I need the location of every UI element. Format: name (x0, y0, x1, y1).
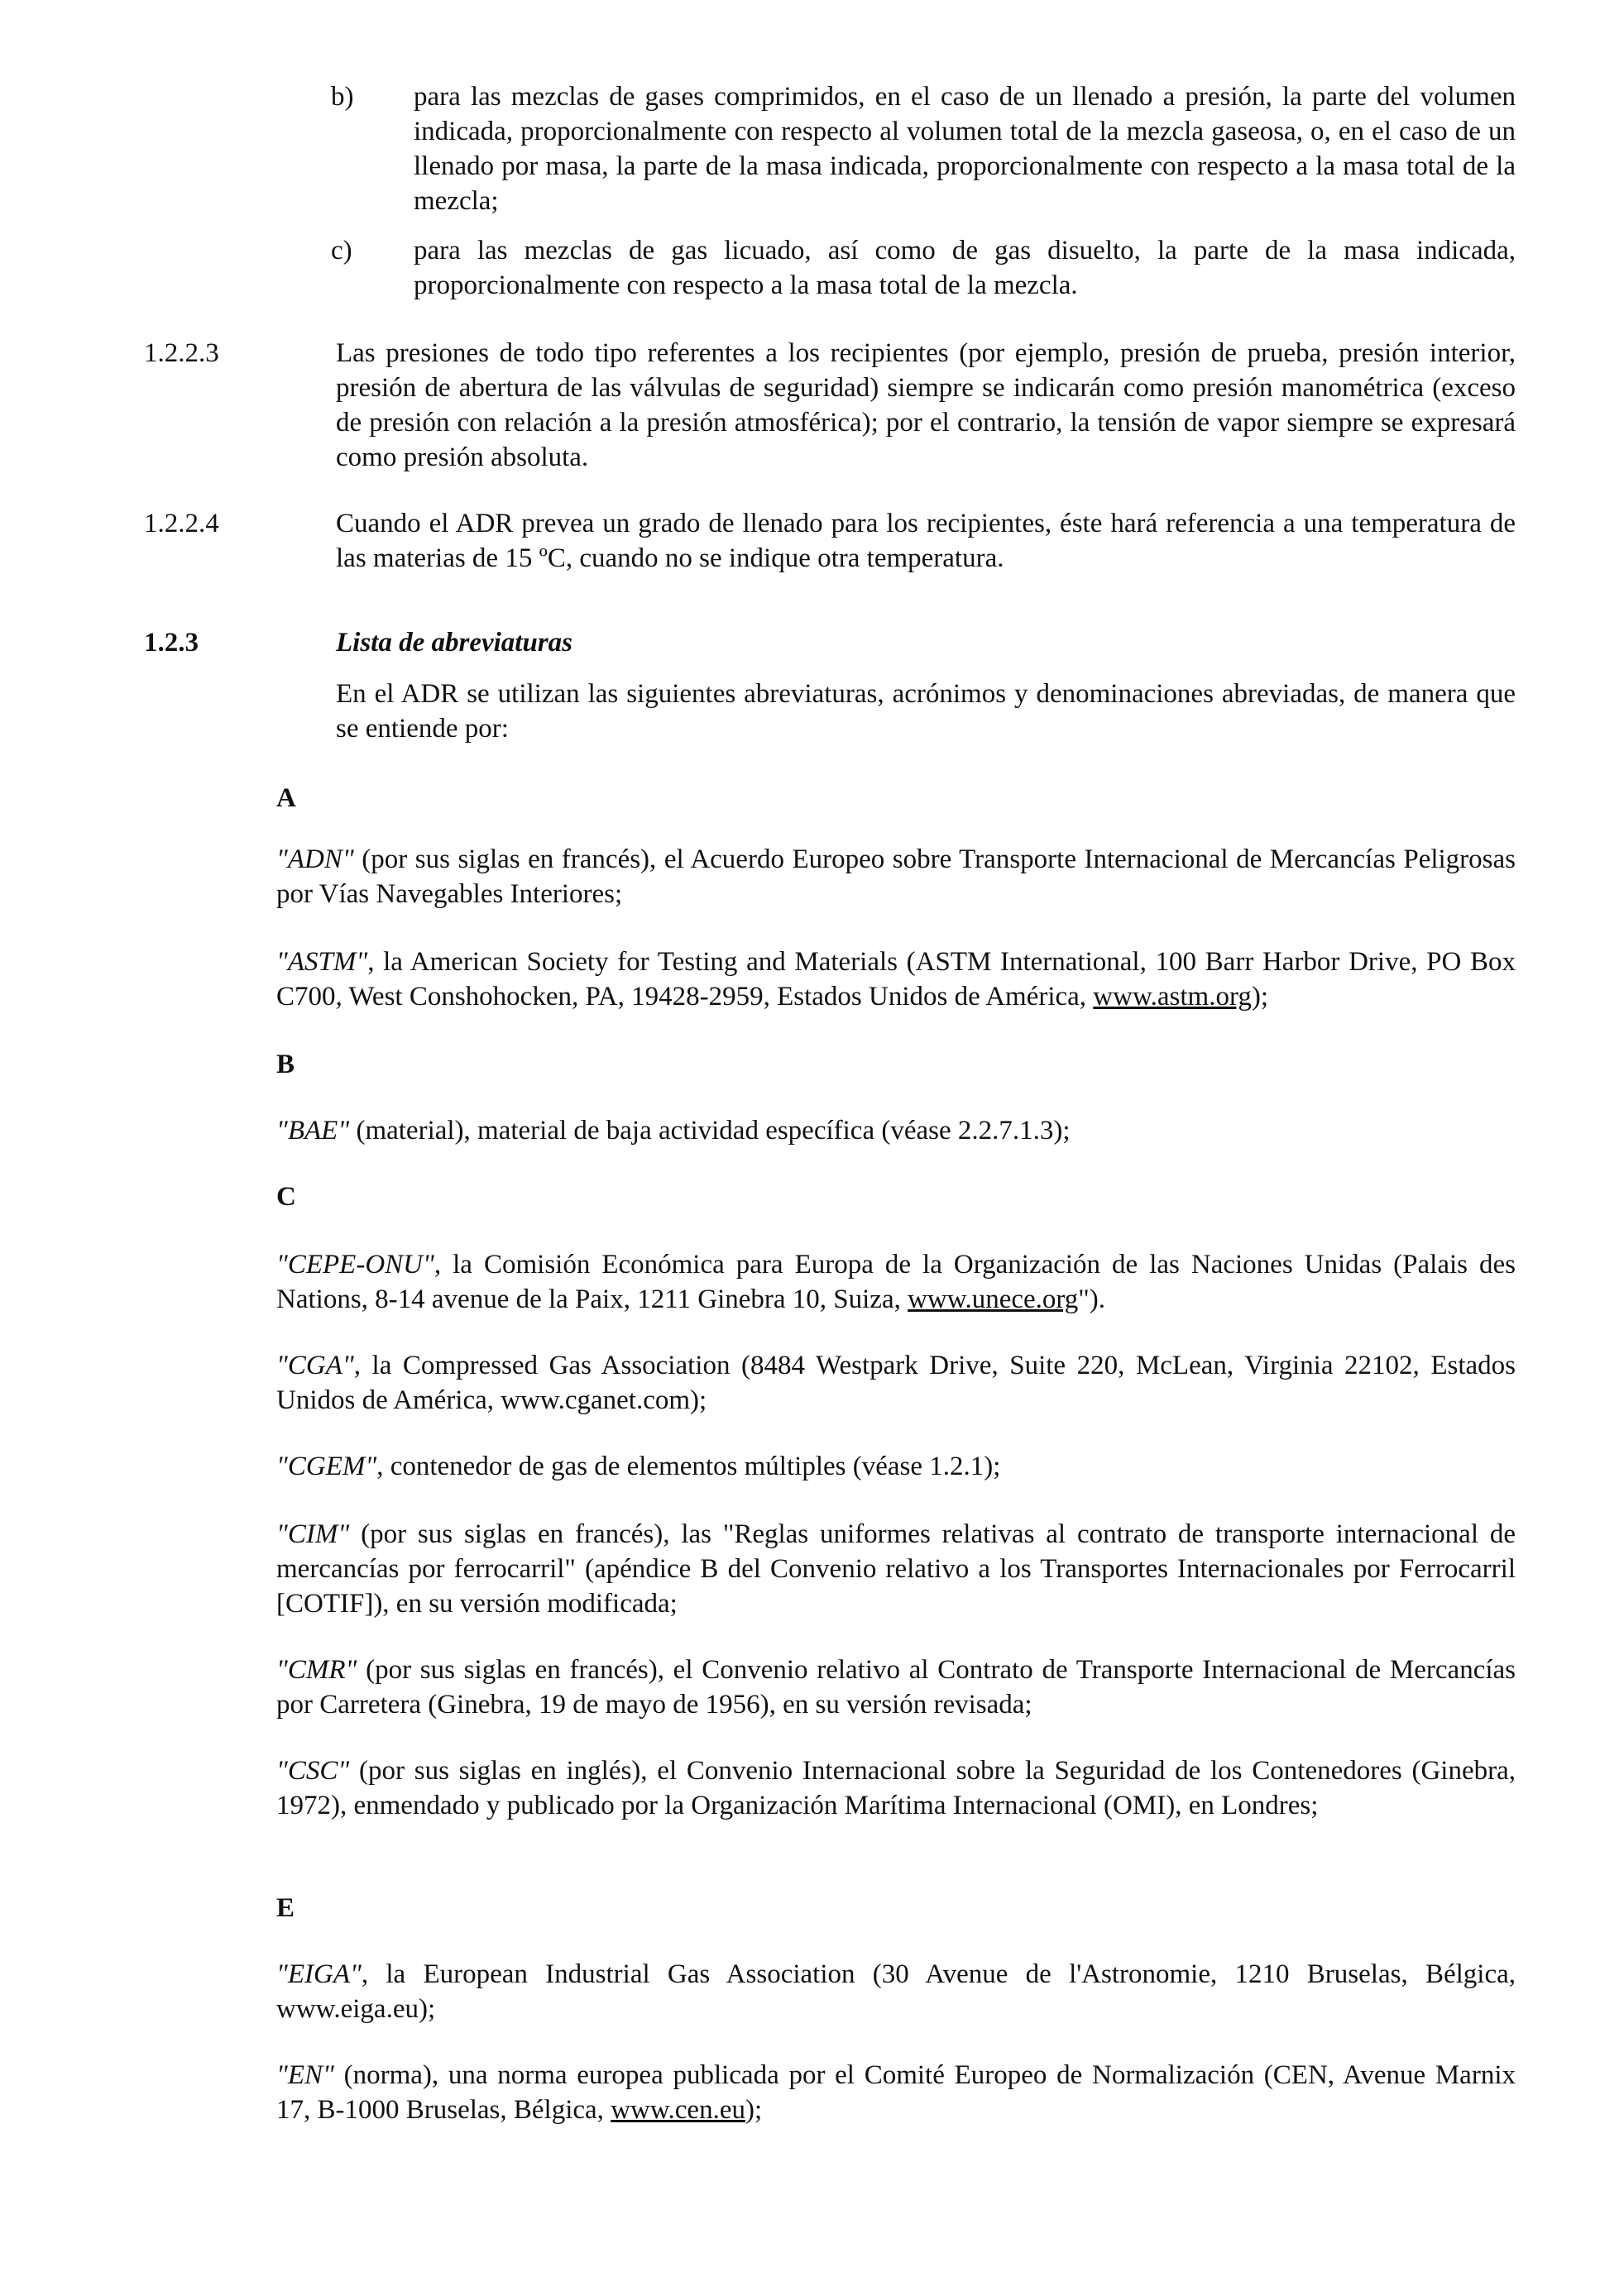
entry-definition: , la European Industrial Gas Association (30 Avenue de l'Astronomie, 1210 Bruselas, Bélgica, www.eiga.eu); (276, 1959, 1516, 2024)
list-marker: c) (331, 236, 352, 265)
clause-1-2-2-4 (144, 506, 1516, 576)
entry-eiga (276, 1957, 1516, 2026)
section-title: Lista de abreviaturas (336, 628, 572, 658)
entry-link[interactable]: www.unece.org (908, 1284, 1079, 1314)
entry-abbreviation: "CGEM" (276, 1452, 377, 1481)
section-intro: En el ADR se utilizan las siguientes abreviaturas, acrónimos y denominaciones abreviadas, de manera que se entiende por: (336, 679, 1516, 744)
entry-csc (276, 1753, 1516, 1823)
entry-definition: , contenedor de gas de elementos múltiples (véase 1.2.1); (376, 1452, 1001, 1481)
letter-heading-e: E (276, 1893, 295, 1923)
entry-definition: (por sus siglas en francés), las "Reglas uniformes relativas al contrato de transporte internacional de mercancías por ferrocarril" (apéndice B del Convenio relativo a los Transportes Internacionales por Ferrocarril [COTIF]), en su versión modificada; (276, 1519, 1516, 1619)
entry-definition: (por sus siglas en francés), el Convenio relativo al Contrato de Transporte Internacional de Mercancías por Carretera (Ginebra, 19 de mayo de 1956), en su versión revisada; (276, 1655, 1516, 1720)
entry-cim (276, 1517, 1516, 1621)
clause-1-2-2-3 (144, 336, 1516, 475)
clause-number: 1.2.2.3 (144, 338, 219, 368)
entry-bae (276, 1113, 1516, 1148)
entry-abbreviation: "EN" (276, 2060, 334, 2090)
entry-definition-end: ); (745, 2095, 763, 2125)
entry-abbreviation: "CMR" (276, 1655, 357, 1685)
entry-definition: (material), material de baja actividad específica (véase 2.2.7.1.3); (349, 1116, 1071, 1146)
letter-heading-c: C (276, 1182, 296, 1212)
entry-abbreviation: "CGA" (276, 1351, 354, 1380)
entry-link[interactable]: www.astm.org (1093, 982, 1252, 1012)
clause-number: 1.2.2.4 (144, 509, 219, 538)
entry-cmr (276, 1653, 1516, 1722)
entry-abbreviation: "ASTM" (276, 947, 368, 977)
entry-astm (276, 945, 1516, 1014)
list-item-b (331, 79, 1516, 218)
entry-en (276, 2058, 1516, 2127)
list-marker: b) (331, 82, 354, 112)
entry-cepe-onu (276, 1247, 1516, 1317)
entry-abbreviation: "BAE" (276, 1116, 350, 1146)
letter-heading-a: A (276, 783, 296, 813)
list-item-c (331, 233, 1516, 303)
list-item-text: para las mezclas de gas licuado, así como de gas disuelto, la parte de la masa indicada, proporcionalmente con respecto a la masa total de la mezcla. (414, 236, 1516, 300)
entry-definition-end: "). (1078, 1284, 1105, 1314)
entry-definition: , la American Society for Testing and Materials (ASTM International, 100 Barr Harbor Drive, PO Box C700, West Conshohocken, PA, 19428-2959, Estados Unidos de América, (276, 947, 1516, 1012)
entry-abbreviation: "CEPE-ONU" (276, 1250, 434, 1280)
entry-link[interactable]: www.cen.eu (611, 2095, 745, 2125)
section-number: 1.2.3 (144, 628, 199, 658)
entry-abbreviation: "CSC" (276, 1756, 350, 1786)
entry-definition: (norma), una norma europea publicada por el Comité Europeo de Normalización (CEN, Avenue Marnix 17, B-1000 Bruselas, Bélgica, (276, 2060, 1516, 2125)
entry-cga (276, 1348, 1516, 1418)
section-heading (144, 625, 1516, 660)
list-item-text: para las mezclas de gases comprimidos, en el caso de un llenado a presión, la parte del volumen indicada, proporcionalmente con respecto al volumen total de la mezcla gaseosa, o, en el caso de un llenado por masa, la parte de la masa indicada, proporcionalmente con respecto a la masa total de la mezcla; (414, 82, 1516, 216)
entry-definition: (por sus siglas en inglés), el Convenio Internacional sobre la Seguridad de los Contenedores (Ginebra, 1972), enmendado y publicado por la Organización Marítima Internacional (OMI), en Londres; (276, 1756, 1516, 1820)
entry-definition: , la Compressed Gas Association (8484 Westpark Drive, Suite 220, McLean, Virginia 22102, Estados Unidos de América, www.cganet.com); (276, 1351, 1516, 1415)
entry-definition: (por sus siglas en francés), el Acuerdo Europeo sobre Transporte Internacional de Mercancías Peligrosas por Vías Navegables Interiores; (276, 844, 1516, 909)
entry-abbreviation: "EIGA" (276, 1959, 362, 1989)
entry-cgem (276, 1449, 1516, 1484)
letter-heading-b: B (276, 1050, 295, 1079)
entry-adn (276, 842, 1516, 911)
entry-abbreviation: "ADN" (276, 844, 354, 874)
entry-definition: , la Comisión Económica para Europa de la Organización de las Naciones Unidas (Palais des Nations, 8-14 avenue de la Paix, 1211 Ginebra 10, Suiza, (276, 1250, 1516, 1314)
clause-text: Cuando el ADR prevea un grado de llenado para los recipientes, éste hará referencia a una temperatura de las materias de 15 ºC, cuando no se indique otra temperatura. (336, 509, 1516, 573)
clause-text: Las presiones de todo tipo referentes a los recipientes (por ejemplo, presión de prueba, presión interior, presión de abertura de las válvulas de seguridad) siempre se indicarán como presión manométrica (exceso de presión con relación a la presión atmosférica); por el contrario, la tensión de vapor siempre se expresará como presión absoluta. (336, 338, 1516, 472)
entry-abbreviation: "CIM" (276, 1519, 350, 1549)
entry-definition-end: ); (1251, 982, 1269, 1012)
